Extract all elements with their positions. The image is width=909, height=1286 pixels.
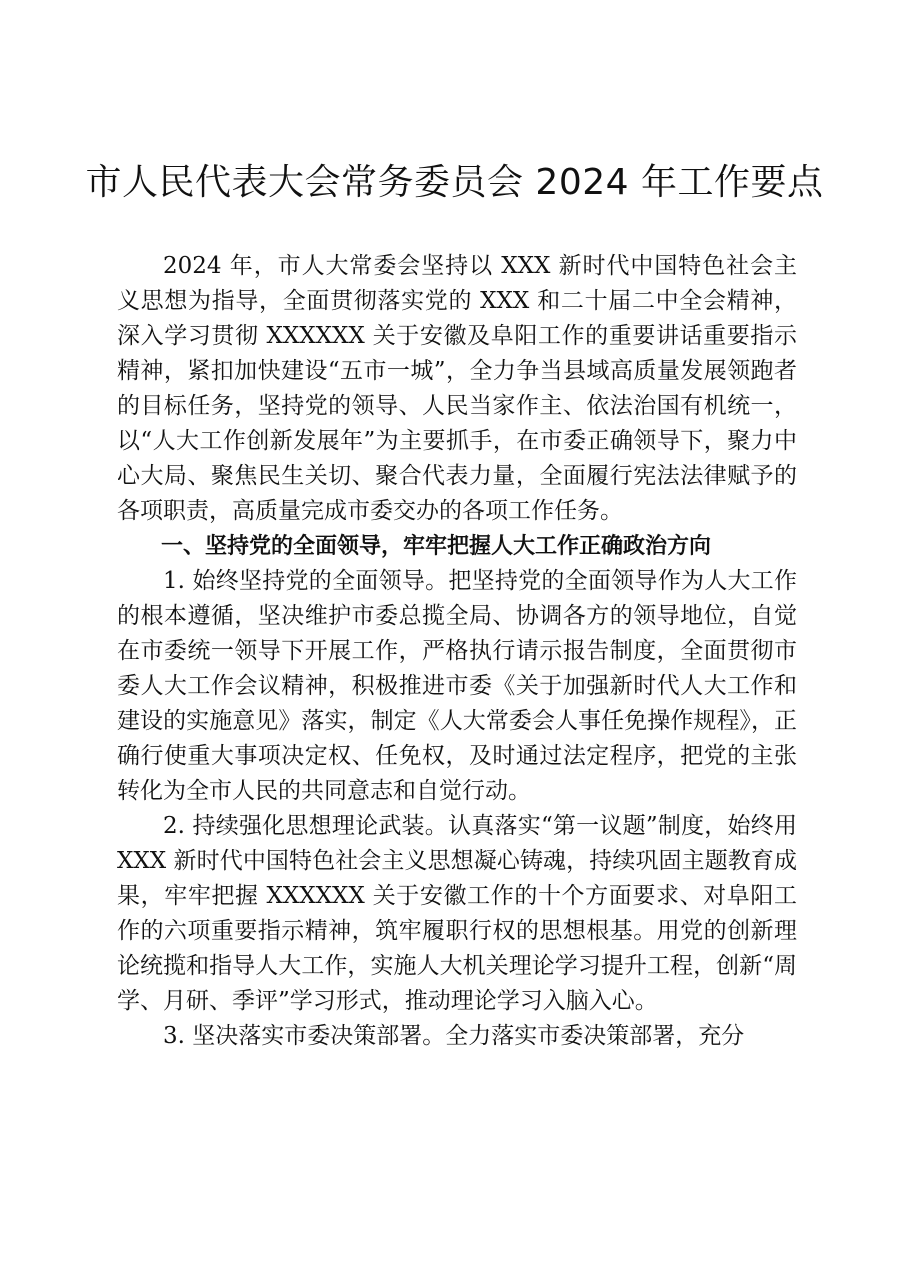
item-paragraph-2: 2. 持续强化思想理论武装。认真落实“第一议题”制度，始终用 XXX 新时代中国特色社会主义思想凝心铸魂，持续巩固主题教育成果，牢牢把握 XXXXXX 关于安徽工作的十个方面要求、对阜阳工作的六项重要指示精神，筑牢履职行权的思想根基。用党的创新理论统揽和指导人大工作，实施人大机关理论学习提升工程，创新“周学、月研、季评”学习形式，推动理论学习入脑入心。 (117, 813, 797, 1014)
section-heading-1: 一、坚持党的全面领导，牢牢把握人大工作正确政治方向 (161, 534, 712, 559)
item-paragraph-1: 1. 始终坚持党的全面领导。把坚持党的全面领导作为人大工作的根本遵循，坚决维护市委总揽全局、协调各方的领导地位，自觉在市委统一领导下开展工作，严格执行请示报告制度，全面贯彻市委人大工作会议精神，积极推进市委《关于加强新时代人大工作和建设的实施意见》落实，制定《人大常委会人事任免操作规程》，正确行使重大事项决定权、任免权，及时通过法定程序，把党的主张转化为全市人民的共同意志和自觉行动。 (117, 568, 797, 804)
item-paragraph-3: 3. 坚决落实市委决策部署。全力落实市委决策部署，充分 (163, 1023, 745, 1049)
document-title: 市人民代表大会常务委员会 2024 年工作要点 (85, 162, 824, 203)
document-body (117, 249, 797, 1054)
intro-paragraph: 2024 年，市人大常委会坚持以 XXX 新时代中国特色社会主义思想为指导，全面贯彻落实党的 XXX 和二十届二中全会精神，深入学习贯彻 XXXXXX 关于安徽及阜阳工作的重要讲话重要指示精神，紧扣加快建设“五市一城”，全力争当县域高质量发展领跑者的目标任务，坚持党的领导、人民当家作主、依法治国有机统一，以“人大工作创新发展年”为主要抓手，在市委正确领导下，聚力中心大局、聚焦民生关切、聚合代表力量，全面履行宪法法律赋予的各项职责，高质量完成市委交办的各项工作任务。 (117, 253, 797, 524)
